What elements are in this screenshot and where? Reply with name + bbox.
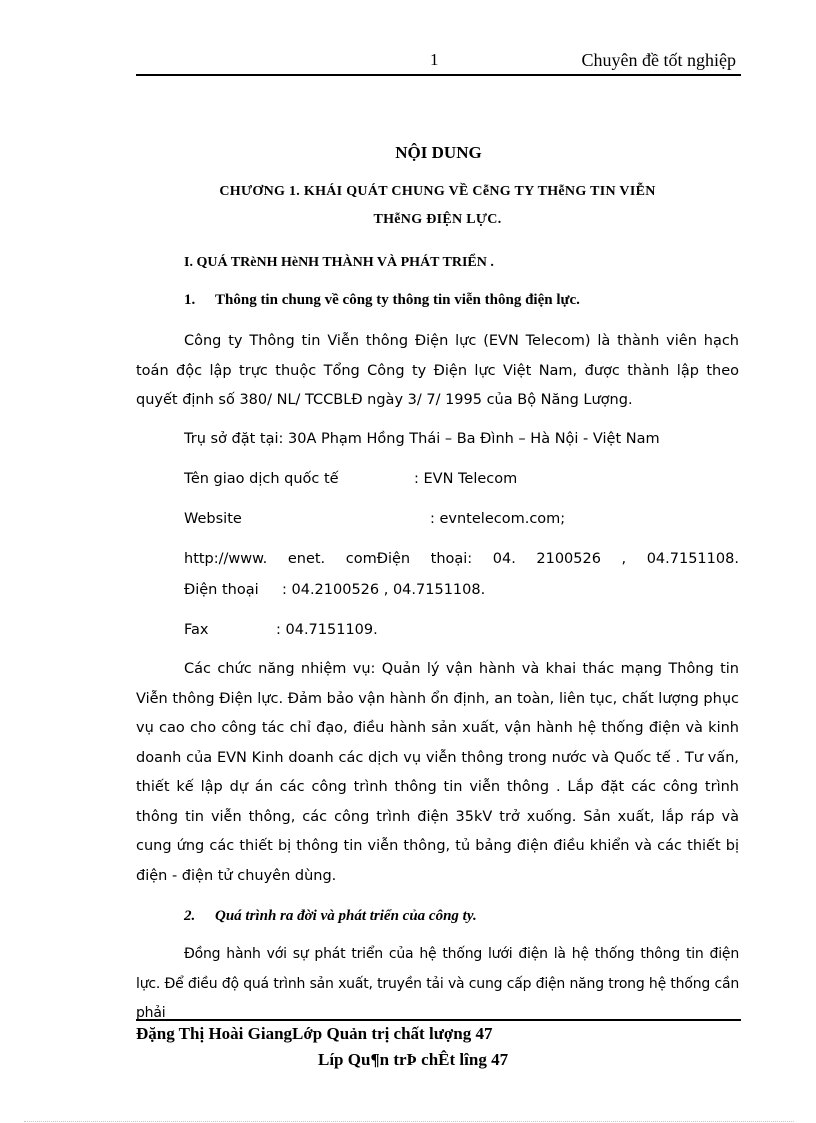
intl-name-label: Tên giao dịch quốc tế <box>184 471 339 487</box>
subsection-number: 1. <box>184 292 196 308</box>
web-phone-line <box>184 551 739 567</box>
subsection-heading-1 <box>184 292 580 309</box>
web-part: comĐiện <box>345 551 411 567</box>
fax-label: Fax <box>184 622 209 638</box>
header-rule <box>136 74 741 76</box>
chapter-heading-line-2: THễNG ĐIỆN LỰC. <box>373 212 502 227</box>
section-heading: I. QUÁ TRèNH HèNH THÀNH VÀ PHÁT TRIỂN . <box>184 255 494 270</box>
web-part: thoại: <box>430 551 473 567</box>
subsection-heading-2 <box>184 908 477 925</box>
website-value: : evntelecom.com; <box>430 511 566 527</box>
web-part: 04.7151108. <box>646 551 739 567</box>
page-title: NỘI DUNG <box>395 143 482 162</box>
fax-value: : 04.7151109. <box>276 622 378 638</box>
web-part: 2100526 <box>536 551 601 567</box>
footer-class: Líp Qu¶n trÞ chÊt lîng 47 <box>318 1050 509 1069</box>
footer-author: Đặng Thị Hoài GiangLớp Quản trị chất lượng 47 <box>136 1024 493 1043</box>
page-number: 1 <box>430 50 439 69</box>
paragraph-company-intro: Công ty Thông tin Viễn thông Điện lực (EVN Telecom) là thành viên hạch toán độc lập trực thuộc Tổng Công ty Điện lực Việt Nam, được thành lập theo quyết định số 380/ NL/ TCCBLĐ ngày 3/ 7/ 1995 của Bộ Năng Lượng. <box>136 333 739 408</box>
web-part: enet. <box>287 551 326 567</box>
running-header-title: Chuyên đề tốt nghiệp <box>581 50 736 70</box>
chapter-heading-line-1: CHƯƠNG 1. KHÁI QUÁT CHUNG VỀ CễNG TY THễNG TIN VIỄN <box>219 184 656 199</box>
subsection-text: Quá trình ra đời và phát triển của công ty. <box>215 908 477 924</box>
subsection-text: Thông tin chung về công ty thông tin viễn thông điện lực. <box>215 292 580 308</box>
intl-name-value: : EVN Telecom <box>414 471 518 487</box>
web-part: , <box>621 551 627 567</box>
paragraph-history: Đồng hành với sự phát triển của hệ thống lưới điện là hệ thống thông tin điện lực. Để điều độ quá trình sản xuất, truyền tải và cung cấp điện năng trong hệ thống cần phải <box>136 946 739 1021</box>
page-bottom-dotted-rule <box>24 1121 794 1122</box>
phone-value: : 04.2100526 , 04.7151108. <box>282 582 486 598</box>
subsection-number: 2. <box>184 908 196 924</box>
address-line: Trụ sở đặt tại: 30A Phạm Hồng Thái – Ba Đình – Hà Nội - Việt Nam <box>184 431 660 447</box>
footer-rule <box>136 1019 741 1021</box>
phone-label: Điện thoại <box>184 582 259 598</box>
website-label: Website <box>184 511 242 527</box>
paragraph-functions: Các chức năng nhiệm vụ: Quản lý vận hành và khai thác mạng Thông tin Viễn thông Điện lực. Đảm bảo vận hành ổn định, an toàn, liên tục, chất lượng phục vụ cao cho công tác chỉ đạo, điều hành sản xuất, vận hành hệ thống điện và kinh doanh của EVN Kinh doanh các dịch vụ viễn thông trong nước và Quốc tế . Tư vấn, thiết kế lập dự án các công trình thông tin viễn thông . Lắp đặt các công trình thông tin viễn thông, các công trình điện 35kV trở xuống. Sản xuất, lắp ráp và cung ứng các thiết bị thông tin viễn thông, tủ bảng điện điều khiển và các thiết bị điện - điện tử chuyên dùng. <box>136 661 739 884</box>
web-part: http://www. <box>184 551 268 567</box>
web-part: 04. <box>492 551 516 567</box>
